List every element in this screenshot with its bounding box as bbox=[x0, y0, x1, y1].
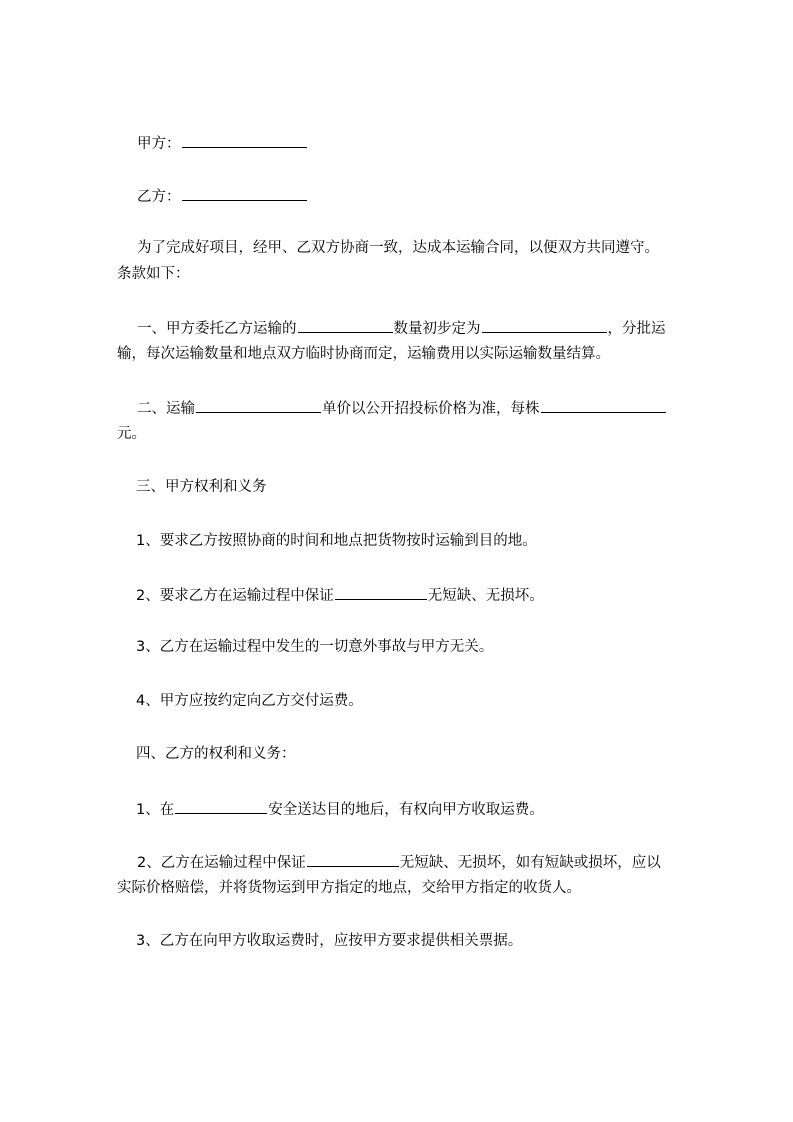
section-3-item-2-text-b: 无短缺、无损坏。 bbox=[427, 588, 544, 604]
intro-text-1: 为了完成好项目，经甲、乙双方协商一致，达成本运输合同，以便双方共同遵守。 bbox=[137, 240, 659, 256]
section-4-item-3-text: 3、乙方在向甲方收取运费时，应按甲方要求提供相关票据。 bbox=[136, 933, 523, 949]
section-4-item-2-text-line2: 实际价格赔偿，并将货物运到甲方指定的地点，交给甲方指定的收货人。 bbox=[117, 880, 581, 896]
section-3-item-2-text-a: 2、要求乙方在运输过程中保证 bbox=[136, 588, 334, 604]
clause-1-blank-goods[interactable] bbox=[298, 318, 393, 333]
clause-1-blank-quantity[interactable] bbox=[482, 318, 607, 333]
clause-2-blank-item[interactable] bbox=[196, 398, 321, 413]
section-3-item-3-text: 3、乙方在运输过程中发生的一切意外事故与甲方无关。 bbox=[136, 639, 494, 655]
section-4-item-2-line-2 bbox=[117, 879, 717, 897]
party-b-blank[interactable] bbox=[182, 186, 307, 201]
party-a-label: 甲方： bbox=[137, 136, 181, 152]
section-4-item-1-blank[interactable] bbox=[175, 799, 267, 814]
intro-line-2 bbox=[117, 265, 717, 283]
section-3-item-4 bbox=[117, 692, 736, 710]
section-4-heading: 四、乙方的权利和义务： bbox=[136, 746, 296, 762]
clause-1-line-2 bbox=[117, 345, 717, 363]
clause-1-text-c: ，分批运 bbox=[607, 321, 666, 337]
party-b-line bbox=[117, 186, 737, 206]
clause-2-text-a: 二、运输 bbox=[137, 401, 195, 417]
section-3-item-4-text: 4、甲方应按约定向乙方交付运费。 bbox=[136, 693, 363, 709]
clause-2-line-1 bbox=[117, 398, 737, 418]
intro-line-1 bbox=[117, 239, 737, 257]
section-4-item-2-text-b: 无短缺、无损坏，如有短缺或损坏，应以 bbox=[399, 855, 661, 871]
section-3-item-2 bbox=[117, 585, 736, 605]
section-3-item-1 bbox=[117, 532, 736, 550]
party-b-label: 乙方： bbox=[137, 189, 181, 205]
clause-1-line-1 bbox=[117, 318, 737, 338]
section-4-item-2-text-a: 2、乙方在运输过程中保证 bbox=[137, 855, 306, 871]
section-4-item-2-line-1 bbox=[117, 852, 737, 872]
section-3-title bbox=[117, 478, 736, 496]
clause-2-text-line2: 元。 bbox=[117, 426, 146, 442]
clause-1-text-line2: 输，每次运输数量和地点双方临时协商而定，运输费用以实际运输数量结算。 bbox=[117, 346, 610, 362]
party-a-line bbox=[117, 133, 737, 153]
clause-2-blank-price[interactable] bbox=[541, 398, 666, 413]
party-a-blank[interactable] bbox=[182, 133, 307, 148]
section-4-item-3 bbox=[117, 932, 736, 950]
section-3-item-3 bbox=[117, 638, 736, 656]
section-4-item-2-blank[interactable] bbox=[307, 852, 399, 867]
intro-text-2: 条款如下： bbox=[117, 266, 190, 282]
section-3-item-2-blank[interactable] bbox=[335, 585, 427, 600]
clause-2-line-2 bbox=[117, 425, 717, 443]
section-4-item-1-text-a: 1、在 bbox=[136, 802, 175, 818]
section-3-heading: 三、甲方权利和义务 bbox=[136, 479, 267, 495]
section-4-title bbox=[117, 745, 736, 763]
section-3-item-1-text: 1、要求乙方按照协商的时间和地点把货物按时运输到目的地。 bbox=[136, 533, 537, 549]
section-4-item-1-text-b: 安全送达目的地后，有权向甲方收取运费。 bbox=[268, 802, 544, 818]
clause-1-text-b: 数量初步定为 bbox=[393, 321, 481, 337]
section-4-item-1 bbox=[117, 799, 736, 819]
clause-1-text-a: 一、甲方委托乙方运输的 bbox=[137, 321, 297, 337]
clause-2-text-b: 单价以公开招投标价格为准，每株 bbox=[322, 401, 540, 417]
